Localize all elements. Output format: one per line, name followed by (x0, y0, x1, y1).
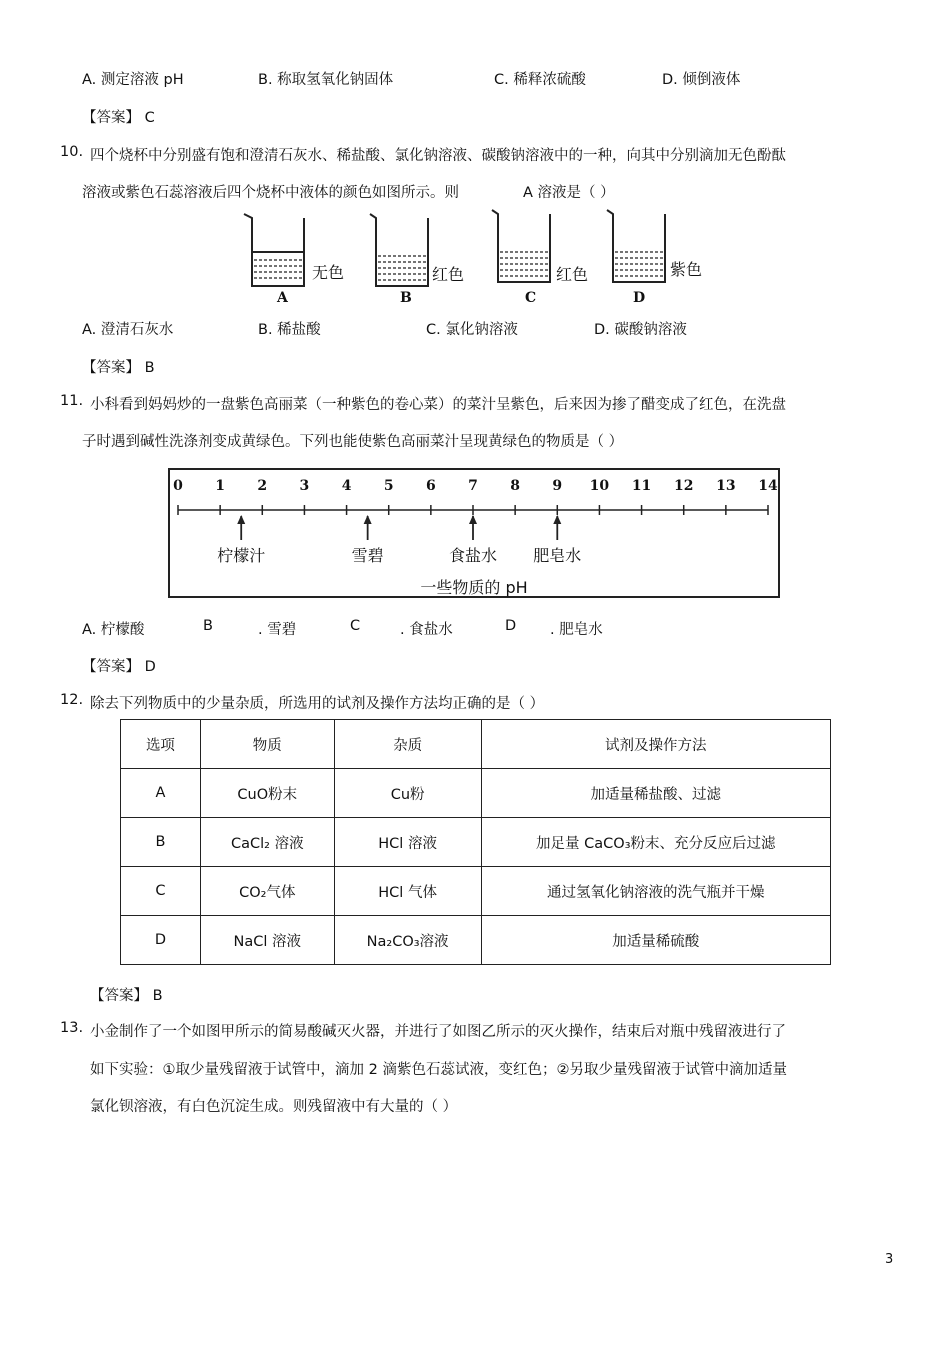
beaker-c-letter: C (525, 290, 537, 306)
table-cell: 加适量稀硫酸 (481, 916, 830, 965)
q10-line2b: A 溶液是（ ） (523, 185, 615, 201)
q12-answer: 【答案】 B (90, 988, 163, 1004)
q9-option-a: A. 测定溶液 pH (82, 72, 184, 88)
table-cell: HCl 溶液 (334, 818, 481, 867)
q13-number: 13. (60, 1020, 84, 1036)
table-cell: Na₂CO₃溶液 (334, 916, 481, 965)
q10-number: 10. (60, 144, 84, 160)
q9-option-d: D. 倾倒液体 (662, 72, 741, 88)
ph-tick-label: 5 (383, 478, 394, 494)
table-header-cell: 试剂及操作方法 (481, 720, 830, 769)
ph-tick-label: 6 (425, 478, 436, 494)
ph-tick-label: 7 (468, 478, 478, 494)
q11-number: 11. (60, 393, 84, 409)
table-cell: C (121, 867, 201, 916)
q9-option-b: B. 称取氢氧化钠固体 (258, 72, 394, 88)
q10-answer: 【答案】 B (82, 360, 155, 376)
q11-option-a: A. 柠檬酸 (82, 622, 145, 638)
beaker-a-letter: A (277, 290, 288, 306)
table-cell: D (121, 916, 201, 965)
table-cell: NaCl 溶液 (200, 916, 334, 965)
ph-tick-label: 9 (552, 478, 563, 494)
ph-marker-arrowhead (364, 515, 372, 524)
q10-line2: 溶液或紫色石蕊溶液后四个烧杯中液体的颜色如图所示。则 (82, 185, 459, 201)
table-row (121, 769, 831, 818)
q10-option-a: A. 澄清石灰水 (82, 322, 174, 338)
q11-option-d: . 肥皂水 (550, 622, 603, 638)
beaker-d-color-label: 紫色 (670, 260, 703, 279)
ph-marker-label: 肥皂水 (533, 546, 582, 565)
table-cell: 加适量稀盐酸、过滤 (481, 769, 830, 818)
table-row (121, 867, 831, 916)
ph-tick-label: 11 (631, 478, 652, 494)
q12-number: 12. (60, 692, 84, 708)
ph-tick-label: 8 (510, 478, 521, 494)
table-header-cell: 选项 (121, 720, 201, 769)
table-cell: CO₂气体 (200, 867, 334, 916)
q12-line1: 除去下列物质中的少量杂质，所选用的试剂及操作方法均正确的是（ ） (90, 696, 545, 712)
page-number: 3 (885, 1252, 894, 1267)
table-cell: 加足量 CaCO₃粉末、充分反应后过滤 (481, 818, 830, 867)
table-row (121, 818, 831, 867)
q9-option-c: C. 稀释浓硫酸 (494, 72, 586, 88)
table-cell: CaCl₂ 溶液 (200, 818, 334, 867)
ph-tick-label: 2 (257, 478, 268, 494)
ph-tick-label: 1 (215, 478, 226, 494)
table-header-cell: 物质 (200, 720, 334, 769)
beaker-c-color-label: 红色 (556, 265, 589, 284)
q11-line1: 小科看到妈妈炒的一盘紫色高丽菜（一种紫色的卷心菜）的菜汁呈紫色，后来因为掺了醋变成了红色，在洗盘 (90, 397, 786, 413)
q11-option-d-letter: D (505, 618, 517, 634)
table-cell: B (121, 818, 201, 867)
ph-marker-arrowhead (469, 515, 477, 524)
q11-option-c: . 食盐水 (400, 622, 453, 638)
q11-answer: 【答案】 D (82, 659, 156, 675)
ph-tick-label: 13 (716, 478, 736, 494)
ph-tick-label: 14 (758, 478, 778, 494)
q13-line2: 如下实验：①取少量残留液于试管中，滴加 2 滴紫色石蕊试液，变红色；②另取少量残留液于试管中滴加适量 (90, 1062, 787, 1078)
table-cell: HCl 气体 (334, 867, 481, 916)
table-cell: CuO粉末 (200, 769, 334, 818)
ph-tick-label: 3 (299, 478, 310, 494)
q13-line3: 氯化钡溶液，有白色沉淀生成。则残留液中有大量的（ ） (90, 1099, 458, 1115)
ph-tick-label: 10 (589, 478, 610, 494)
q11-option-c-letter: C (350, 618, 361, 634)
table-cell: Cu粉 (334, 769, 481, 818)
ph-tick-label: 4 (341, 478, 352, 494)
q11-line2: 子时遇到碱性洗涤剂变成黄绿色。下列也能使紫色高丽菜汁呈现黄绿色的物质是（ ） (82, 434, 624, 450)
ph-marker-label: 食盐水 (448, 546, 498, 565)
q9-answer: 【答案】 C (82, 110, 155, 126)
q10-option-d: D. 碳酸钠溶液 (594, 322, 687, 338)
table-header-row (121, 720, 831, 769)
beaker-d-letter: D (633, 290, 646, 306)
table-header-cell: 杂质 (334, 720, 481, 769)
ph-scale-caption: 一些物质的 pH (420, 578, 528, 597)
table-cell: 通过氢氧化钠溶液的洗气瓶并干燥 (481, 867, 830, 916)
beaker-b-color-label: 红色 (432, 265, 465, 284)
q10-line1: 四个烧杯中分别盛有饱和澄清石灰水、稀盐酸、氯化钠溶液、碳酸钠溶液中的一种，向其中分别滴加无色酚酞 (90, 148, 786, 164)
q10-option-b: B. 稀盐酸 (258, 322, 321, 338)
ph-marker-arrowhead (553, 515, 561, 524)
ph-marker-arrowhead (237, 515, 245, 524)
beaker-a-color-label: 无色 (312, 263, 345, 282)
table-cell: A (121, 769, 201, 818)
table-row (121, 916, 831, 965)
ph-marker-label: 柠檬汁 (217, 546, 266, 565)
beaker-b-letter: B (400, 290, 412, 306)
ph-tick-label: 12 (673, 478, 694, 494)
ph-tick-label: 0 (173, 478, 183, 494)
q13-line1: 小金制作了一个如图甲所示的简易酸碱灭火器，并进行了如图乙所示的灭火操作，结束后对瓶中残留液进行了 (90, 1024, 786, 1040)
q10-option-c: C. 氯化钠溶液 (426, 322, 518, 338)
impurity-table (120, 719, 831, 965)
ph-marker-label: 雪碧 (351, 546, 384, 565)
q11-option-b-letter: B (203, 618, 213, 634)
q11-option-b: . 雪碧 (258, 622, 297, 638)
